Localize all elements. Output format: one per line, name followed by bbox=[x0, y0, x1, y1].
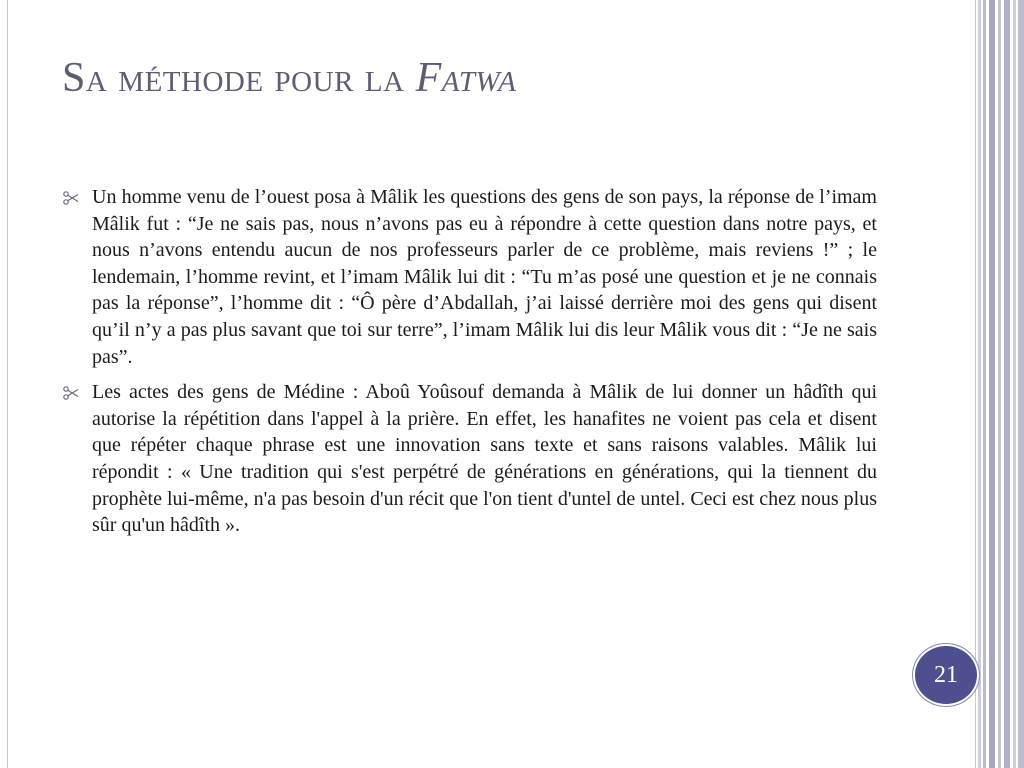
slide-title bbox=[62, 54, 516, 102]
slide-title-prefix: Sa méthode pour la bbox=[62, 55, 416, 101]
stripe bbox=[989, 0, 995, 768]
bullet-item bbox=[62, 184, 877, 370]
stripe bbox=[1018, 0, 1024, 768]
stripe bbox=[983, 0, 986, 768]
decorative-stripes bbox=[978, 0, 1024, 768]
stripe bbox=[978, 0, 981, 768]
scissors-icon bbox=[62, 384, 80, 402]
stripe bbox=[1013, 0, 1016, 768]
bullet-list bbox=[62, 184, 877, 548]
stripe bbox=[1004, 0, 1010, 768]
bullet-text: Un homme venu de l’ouest posa à Mâlik les questions des gens de son pays, la réponse de l’imam Mâlik fut : “Je ne sais pas, nous n’avons pas eu à répondre à cette question dans notre pays, et nous n’avons entendu aucun de nos professeurs parler de ce problème, mais reviens !” ; le lendemain, l’homme revint, et l’imam Mâlik lui dit : “Tu m’as posé une question et je ne connais pas la réponse”, l’homme dit : “Ô père d’Abdallah, j’ai laissé derrière moi des gens qui disent qu’il n’y a pas plus savant que toi sur terre”, l’imam Mâlik lui dis leur Mâlik vous dit : “Je ne sais pas”. bbox=[92, 186, 877, 368]
stripe bbox=[998, 0, 1001, 768]
page-number-badge bbox=[913, 644, 979, 706]
page-number: 21 bbox=[934, 661, 958, 688]
bullet-text: Les actes des gens de Médine : Aboû Yoûsouf demanda à Mâlik de lui donner un hâdîth qui autorise la répétition dans l'appel à la prière. En effet, les hanafites ne voient pas cela et disent que répéter chaque phrase est une innovation sans texte et sans raisons valables. Mâlik lui répondit : « Une tradition qui s'est perpétré de générations en générations, qui la tiennent du prophète lui-même, n'a pas besoin d'un récit que l'on tient d'untel de untel. Ceci est chez nous plus sûr qu'un hâdîth ». bbox=[92, 381, 877, 537]
slide-title-emphasis: Fatwa bbox=[415, 55, 517, 101]
scissors-icon bbox=[62, 189, 80, 207]
bullet-item bbox=[62, 379, 877, 539]
